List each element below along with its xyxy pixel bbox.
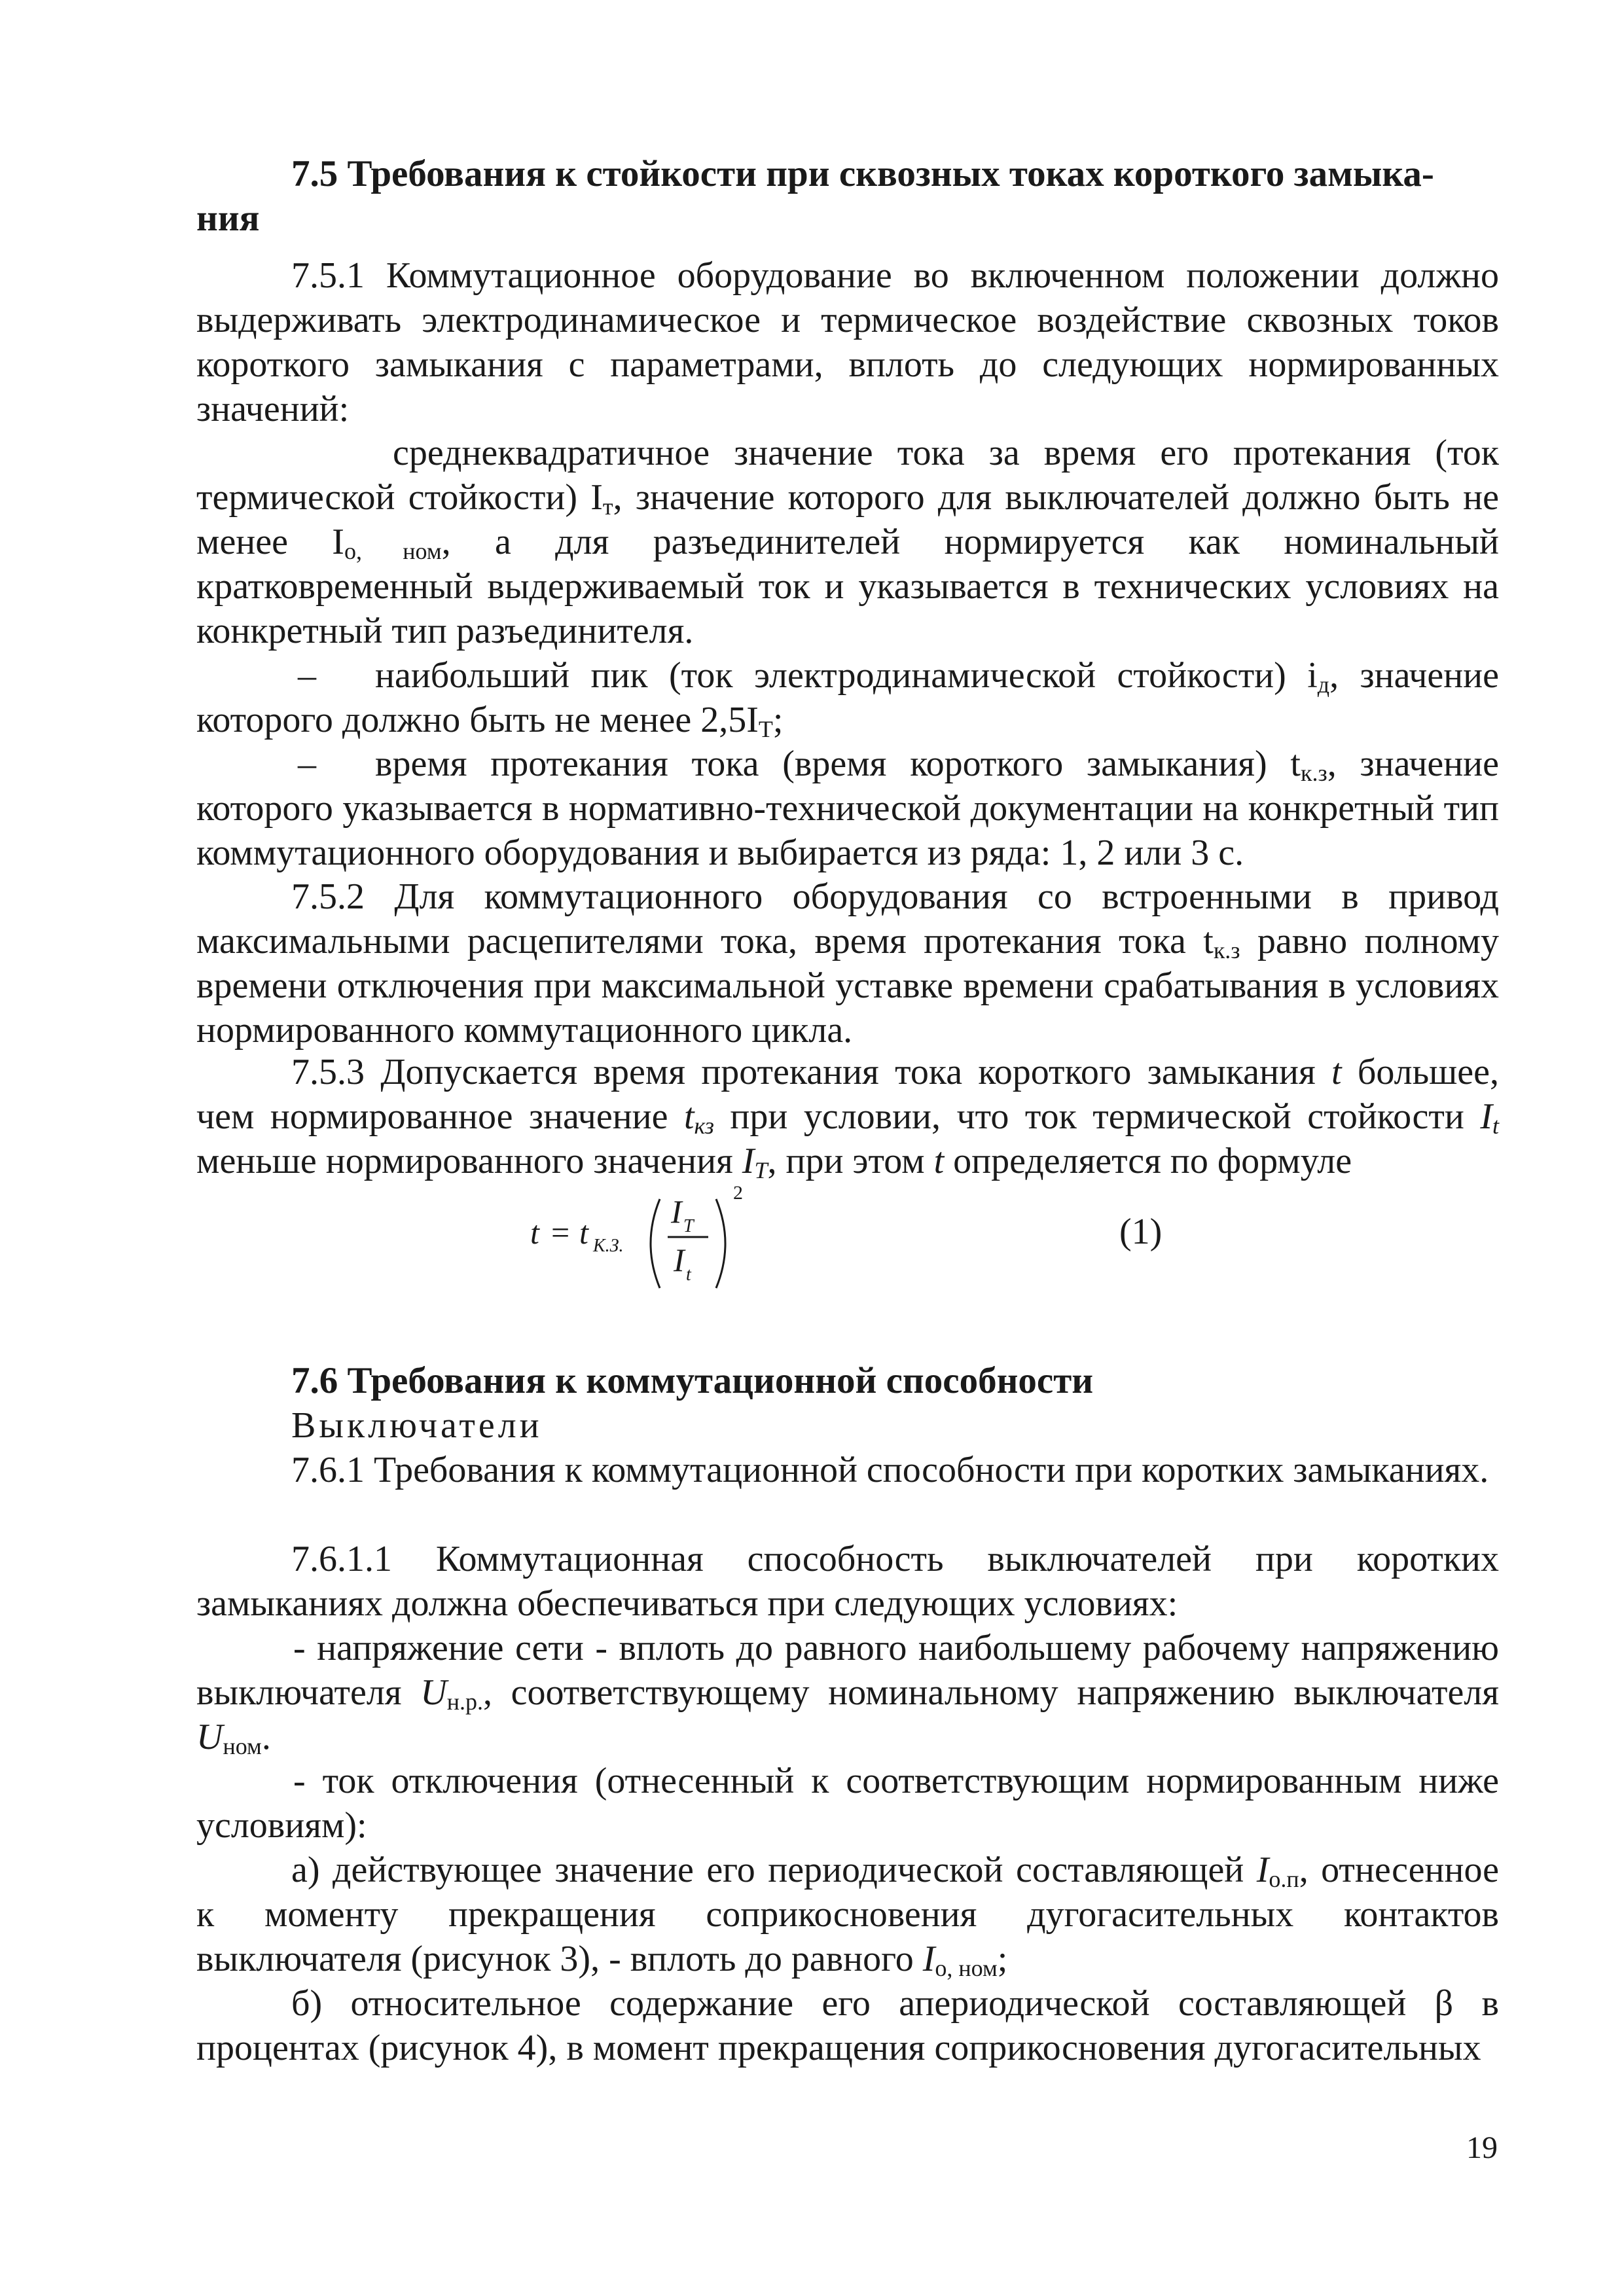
list-item-peak-current: [196, 653, 1499, 742]
formula-equals: =: [551, 1214, 570, 1251]
heading-line: 7.6 Требования к коммутационной способности: [291, 1360, 1094, 1401]
paragraph-text: - напряжение сети - вплоть до равного наибольшему рабочему напряжению выключателя $U_{н.р.}$, соответствующему номинальному напряжению выключателя $U_{ном}$.: [196, 1628, 1500, 1759]
formula-numerator: I: [671, 1193, 682, 1230]
list-item-duration: [196, 742, 1499, 875]
paragraph-7-5-1: [196, 253, 1499, 431]
formula-left-paren: [651, 1199, 660, 1288]
dash-marker: –: [298, 655, 316, 696]
paragraph-7-5-3: [196, 1050, 1499, 1183]
list-item-voltage: [196, 1626, 1499, 1759]
paragraph-text: а) действующее значение его периодической составляющей $I_{о.п}$, отнесенное к моменту прекращения соприкосновения дугогасительных контактов выключателя (рисунок 3), - вплоть до равного $I_{о, ном}$;: [196, 1850, 1499, 1981]
list-item-b: [196, 1981, 1499, 2070]
paragraph-text: 7.6.1 Требования к коммутационной способности при коротких замыканиях.: [291, 1450, 1489, 1490]
formula-denominator: I: [674, 1242, 685, 1278]
heading-line-2: ния: [196, 198, 260, 239]
paragraph-text: – время протекания тока (время короткого замыкания) $t_{к.з}$, значение которого указывается в нормативно-технической документации на конкретный тип коммутационного оборудования и выбирается из ряда: 1, 2 или 3 с.: [196, 744, 1500, 873]
formula-t: t: [579, 1214, 588, 1251]
paragraph-text: 7.5.3 Допускается время протекания тока короткого замыкания t большее, чем нормированное значение $t_{кз}$ при условии, что ток термической стойкости $I_t$ меньше нормированного значения $I_T$, при этом t определяется по формуле: [196, 1052, 1499, 1183]
paragraph-text: среднеквадратичное значение тока за время его протекания (ток термической стойкости) $I_т$, значение которого для выключателей должно быть не менее $I_{о, ном}$, а для разъединителей нормируется как номинальный кратковременный выдерживаемый ток и указывается в технических условиях на конкретный тип разъединителя.: [196, 433, 1500, 651]
formula-exponent: 2: [733, 1182, 743, 1204]
formula-number: (1): [1119, 1211, 1163, 1252]
paragraph-7-5-2: [196, 874, 1499, 1052]
formula-right-paren: [716, 1199, 725, 1288]
paragraph-rms-current: [196, 431, 1499, 653]
paragraph-text: - ток отключения (отнесенный к соответствующим нормированным ниже условиям):: [196, 1761, 1499, 1846]
paragraph-text: – наибольший пик (ток электродинамической стойкости) $i_д$, значение которого должно быть не менее $2,5I_Т$;: [196, 655, 1500, 742]
formula-lhs: t: [530, 1214, 539, 1251]
heading-line-1: 7.5 Требования к стойкости при сквозных токах короткого замыка-: [291, 153, 1434, 194]
subtitle-switches: [196, 1403, 1499, 1448]
list-item-breaking-current: [196, 1759, 1499, 1848]
paragraph-text: 7.5.2 Для коммутационного оборудования со встроенными в привод максимальными расцепителями тока, время протекания тока $t_{к.з}$ равно полному времени отключения при максимальной уставке времени срабатывания в условиях нормированного коммутационного цикла.: [196, 876, 1499, 1050]
formula-numerator-sub: T: [683, 1216, 694, 1236]
formula-denominator-sub: t: [686, 1265, 691, 1285]
paragraph-text: 7.5.1 Коммутационное оборудование во включенном положении должно выдерживать электродинамическое и термическое воздействие сквозных токов короткого замыкания с параметрами, вплоть до следующих нормированных значений:: [196, 255, 1499, 429]
page-number: 19: [1466, 2130, 1498, 2165]
formula-graphic: [511, 1172, 1427, 1322]
formula-t-sub: К.З.: [593, 1236, 624, 1256]
section-7-5-heading: [196, 152, 1499, 241]
section-7-6-heading: [196, 1359, 1499, 1403]
subtitle-text: Выключатели: [291, 1405, 543, 1446]
paragraph-text: 7.6.1.1 Коммутационная способность выключателей при коротких замыканиях должна обеспечиваться при следующих условиях:: [196, 1539, 1499, 1624]
paragraph-text: б) относительное содержание его апериодической составляющей β в процентах (рисунок 4), в момент прекращения соприкосновения дугогасительных: [196, 1983, 1499, 2068]
paragraph-7-6-1: [196, 1448, 1499, 1492]
dash-marker: –: [298, 744, 316, 784]
formula-1: [511, 1172, 1427, 1322]
paragraph-7-6-1-1: [196, 1537, 1499, 1626]
list-item-a: [196, 1848, 1499, 1981]
